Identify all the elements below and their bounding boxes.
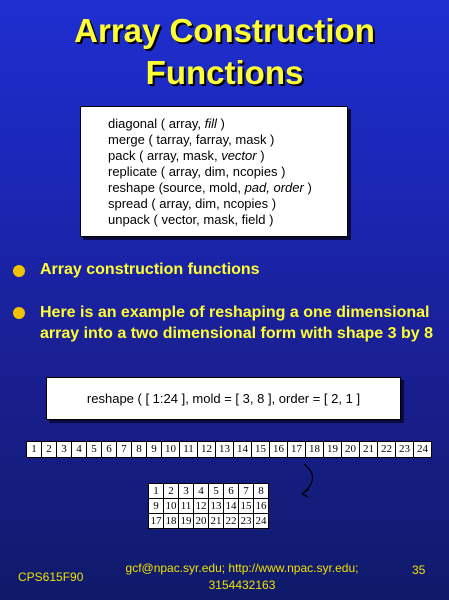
- array-cell: 14: [233, 441, 252, 458]
- array-cell: 4: [71, 441, 87, 458]
- contact-info: gcf@npac.syr.edu; http://www.npac.syr.edu; 3154432163: [125, 561, 359, 592]
- function-list-box: [80, 106, 348, 237]
- function-line: replicate ( array, dim, ncopies ): [108, 164, 286, 179]
- array-cell: 19: [323, 441, 342, 458]
- grid-cell: 19: [179, 514, 194, 529]
- grid-cell: 17: [149, 514, 164, 529]
- example-code: reshape ( [ 1:24 ], mold = [ 3, 8 ], order = [ 2, 1 ]: [86, 391, 361, 406]
- array-cell: 12: [197, 441, 216, 458]
- array-cell: 1: [26, 441, 42, 458]
- bullet-dot-icon: [13, 307, 25, 319]
- bullet-text: Here is an example of reshaping a one dimensional array into a two dimensional form with shape 3 by 8: [40, 304, 433, 342]
- array-cell: 23: [395, 441, 414, 458]
- grid-cell: 12: [194, 499, 209, 514]
- grid-cell: 10: [164, 499, 179, 514]
- slide-footer: [0, 556, 449, 600]
- array-cell: 3: [56, 441, 72, 458]
- function-line: diagonal ( array, fill ): [108, 116, 225, 131]
- grid-cell: 3: [179, 484, 194, 499]
- curved-arrow-icon: [288, 462, 322, 502]
- array-cell: 9: [146, 441, 162, 458]
- array-cell: 10: [161, 441, 180, 458]
- grid-cell: 8: [254, 484, 269, 499]
- example-code-box: [46, 377, 401, 420]
- array-cell: 5: [86, 441, 102, 458]
- array-cell: 13: [215, 441, 234, 458]
- grid-cell: 24: [254, 514, 269, 529]
- grid-cell: 13: [209, 499, 224, 514]
- array-cell: 6: [101, 441, 117, 458]
- course-code: CPS615F90: [18, 570, 84, 584]
- function-line: merge ( tarray, farray, mask ): [108, 132, 275, 147]
- grid-cell: 6: [224, 484, 239, 499]
- grid-cell: 20: [194, 514, 209, 529]
- one-dimensional-array: [27, 441, 432, 458]
- array-cell: 22: [377, 441, 396, 458]
- array-cell: 21: [359, 441, 378, 458]
- grid-cell: 9: [149, 499, 164, 514]
- bullet-text: Array construction functions: [40, 261, 260, 278]
- page-number: 35: [412, 563, 426, 577]
- array-cell: 18: [305, 441, 324, 458]
- grid-cell: 15: [239, 499, 254, 514]
- array-cell: 20: [341, 441, 360, 458]
- array-cell: 11: [179, 441, 198, 458]
- slide-title: Array Construction Functions: [74, 12, 375, 91]
- function-line: spread ( array, dim, ncopies ): [108, 196, 277, 211]
- grid-cell: 11: [179, 499, 194, 514]
- grid-cell: 5: [209, 484, 224, 499]
- grid-cell: 4: [194, 484, 209, 499]
- array-cell: 15: [251, 441, 270, 458]
- grid-cell: 14: [224, 499, 239, 514]
- grid-cell: 23: [239, 514, 254, 529]
- grid-cell: 7: [239, 484, 254, 499]
- grid-cell: 16: [254, 499, 269, 514]
- grid-cell: 1: [149, 484, 164, 499]
- grid-cell: 21: [209, 514, 224, 529]
- array-cell: 16: [269, 441, 288, 458]
- array-cell: 24: [413, 441, 432, 458]
- bullet-dot-icon: [13, 265, 25, 277]
- array-cell: 7: [116, 441, 132, 458]
- function-line: pack ( array, mask, vector ): [108, 148, 265, 163]
- function-line: reshape (source, mold, pad, order ): [108, 180, 312, 195]
- grid-cell: 2: [164, 484, 179, 499]
- array-cell: 2: [41, 441, 57, 458]
- grid-cell: 18: [164, 514, 179, 529]
- array-cell: 17: [287, 441, 306, 458]
- array-cell: 8: [131, 441, 147, 458]
- function-line: unpack ( vector, mask, field ): [108, 212, 274, 227]
- grid-cell: 22: [224, 514, 239, 529]
- two-dimensional-array: [148, 483, 269, 529]
